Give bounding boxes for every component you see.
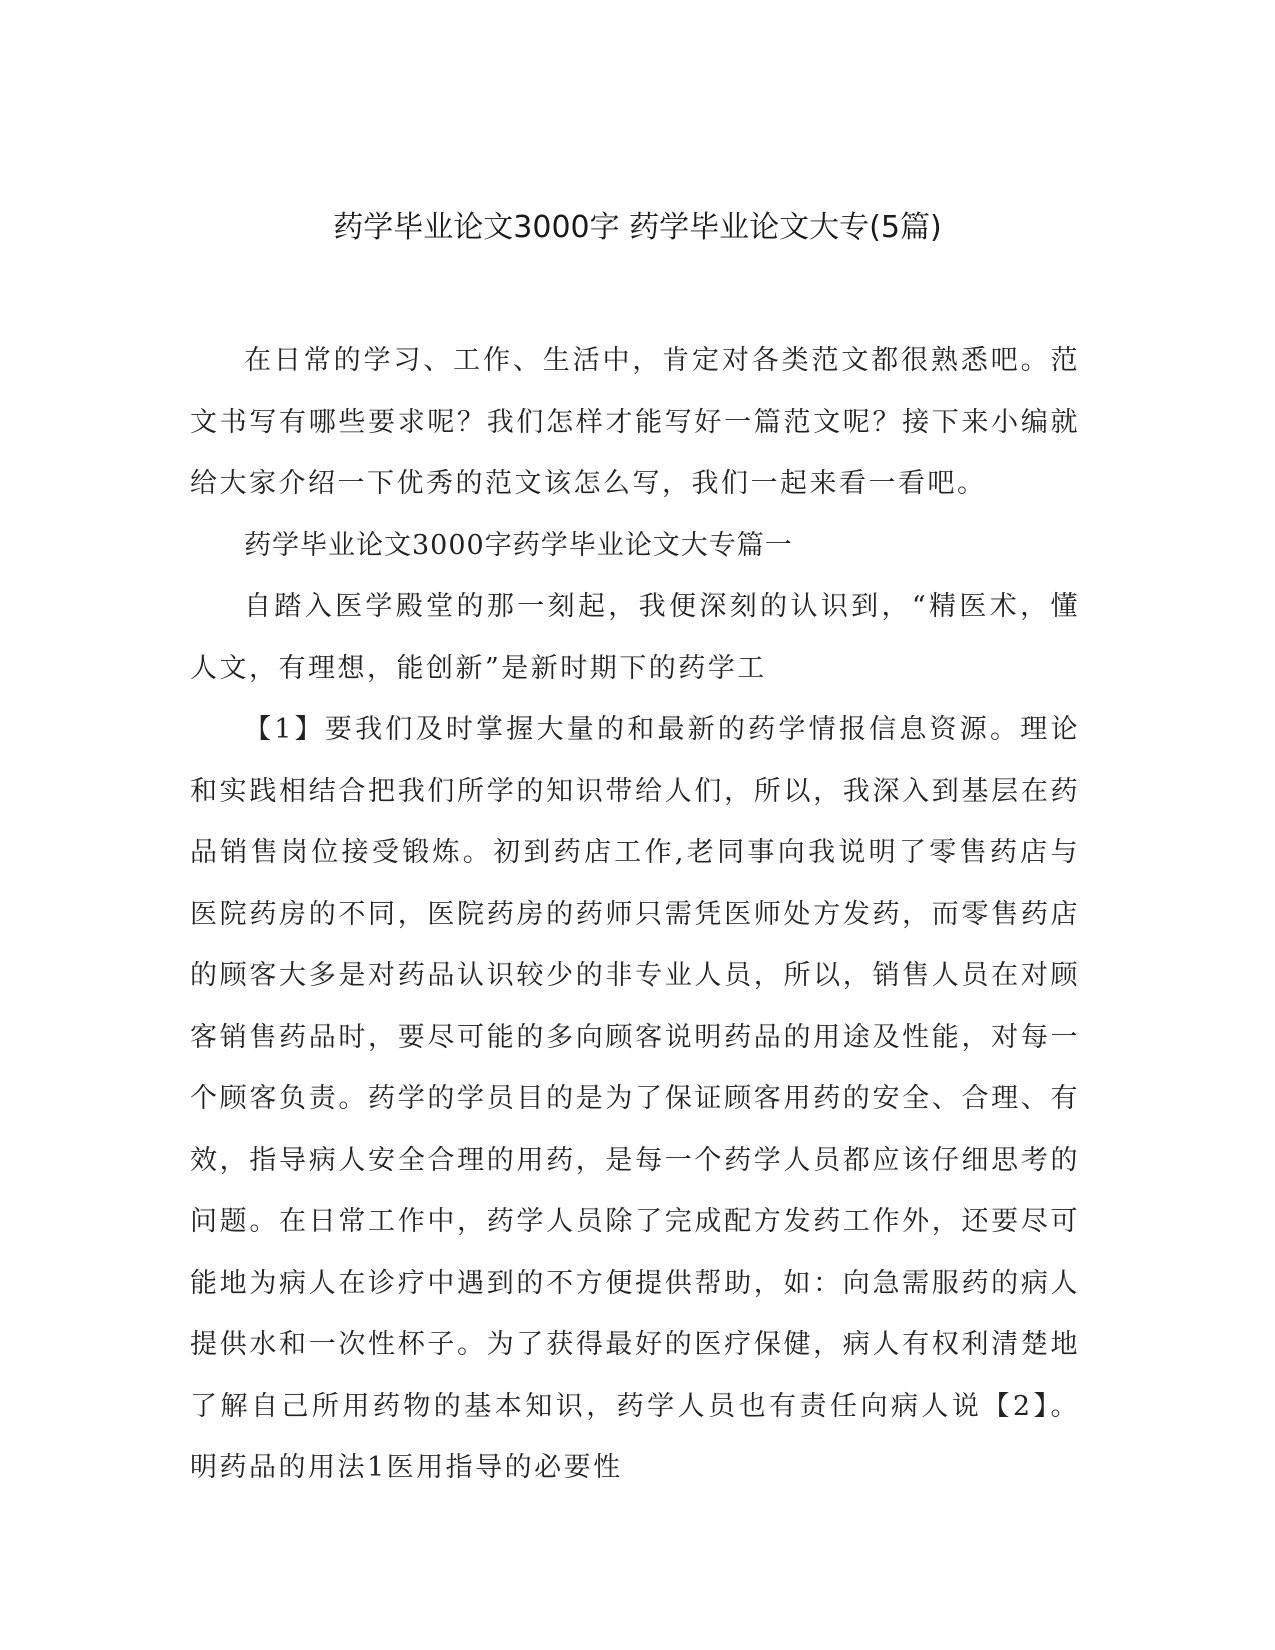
body-paragraph: 【1】要我们及时掌握大量的和最新的药学情报信息资源。理论和实践相结合把我们所学的知识带给人们，所以，我深入到基层在药品销售岗位接受锻炼。初到药店工作,老同事向我说明了零售药店与医院药房的不同，医院药房的药师只需凭医师处方发药，而零售药店的顾客大多是对药品认识较少的非专业人员，所以，销售人员在对顾客销售药品时，要尽可能的多向顾客说明药品的用途及性能，对每一个顾客负责。药学的学员目的是为了保证顾客用药的安全、合理、有效，指导病人安全合理的用药，是每一个药学人员都应该仔细思考的问题。在日常工作中，药学人员除了完成配方发药工作外，还要尽可能地为病人在诊疗中遇到的不方便提供帮助，如：向急需服药的病人提供水和一次性杯子。为了获得最好的医疗保健，病人有权利清楚地了解自己所用药物的基本知识，药学人员也有责任向病人说【2】。明药品的用法1医用指导的必要性 bbox=[190, 714, 1080, 1483]
document-body bbox=[190, 330, 1080, 1499]
body-paragraph: 自踏入医学殿堂的那一刻起，我便深刻的认识到，“精医术，懂人文，有理想，能创新”是新时期下的药学工 bbox=[190, 591, 1080, 684]
intro-paragraph: 在日常的学习、工作、生活中，肯定对各类范文都很熟悉吧。范文书写有哪些要求呢？我们怎样才能写好一篇范文呢？接下来小编就给大家介绍一下优秀的范文该怎么写，我们一起来看一看吧。 bbox=[190, 345, 1080, 499]
document-title: 药学毕业论文3000字 药学毕业论文大专(5篇) bbox=[333, 210, 942, 245]
section-heading: 药学毕业论文3000字药学毕业论文大专篇一 bbox=[244, 529, 793, 561]
